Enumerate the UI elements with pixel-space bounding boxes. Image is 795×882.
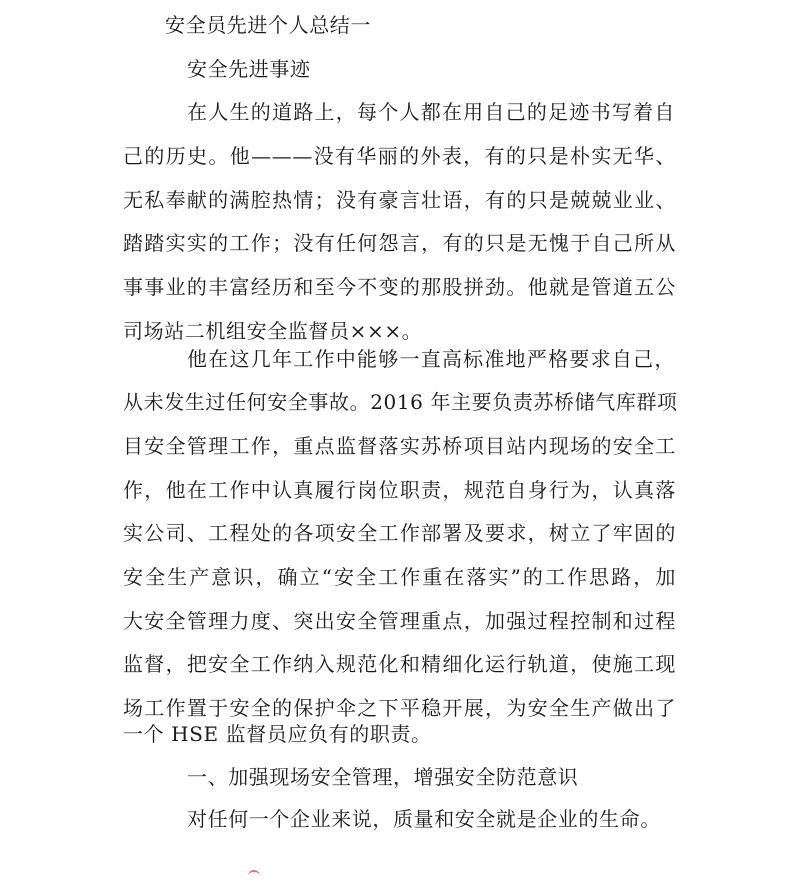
paragraph-line: 监督，把安全工作纳入规范化和精细化运行轨道，使施工现 <box>123 652 676 676</box>
red-mark <box>248 870 260 882</box>
paragraph-line: 在人生的道路上，每个人都在用自己的足迹书写着自 <box>187 100 675 124</box>
paragraph-line: 踏踏实实的工作；没有任何怨言，有的只是无愧于自己所从 <box>123 231 676 255</box>
paragraph-line: 一个 HSE 监督员应负有的职责。 <box>123 722 432 746</box>
paragraph-line: 他在这几年工作中能够一直高标准地严格要求自己， <box>187 347 675 371</box>
paragraph-line: 对任何一个企业来说，质量和安全就是企业的生命。 <box>187 807 661 831</box>
paragraph-line: 从未发生过任何安全事故。2016 年主要负责苏桥储气库群项 <box>123 390 678 414</box>
paragraph-line: 己的历史。他———没有华丽的外表，有的只是朴实无华、 <box>123 144 676 168</box>
paragraph-line: 实公司、工程处的各项安全工作部署及要求，树立了牢固的 <box>123 521 676 545</box>
paragraph-line: 事事业的丰富经历和至今不变的那股拼劲。他就是管道五公 <box>123 275 676 299</box>
document-title: 安全员先进个人总结一 <box>165 13 371 37</box>
section-heading: 一、加强现场安全管理，增强安全防范意识 <box>187 765 579 789</box>
paragraph-line: 目安全管理工作，重点监督落实苏桥项目站内现场的安全工 <box>123 434 676 458</box>
paragraph-line: 场工作置于安全的保护伞之下平稳开展，为安全生产做出了 <box>123 696 676 720</box>
paragraph-line: 大安全管理力度、突出安全管理重点，加强过程控制和过程 <box>123 609 676 633</box>
section-subtitle: 安全先进事迹 <box>187 57 311 81</box>
paragraph-line: 安全生产意识，确立“安全工作重在落实”的工作思路，加 <box>123 565 676 589</box>
paragraph-line: 作，他在工作中认真履行岗位职责，规范自身行为，认真落 <box>123 478 676 502</box>
paragraph-line: 无私奉献的满腔热情；没有豪言壮语，有的只是兢兢业业、 <box>123 188 676 212</box>
paragraph-line: 司场站二机组安全监督员×××。 <box>123 319 423 343</box>
